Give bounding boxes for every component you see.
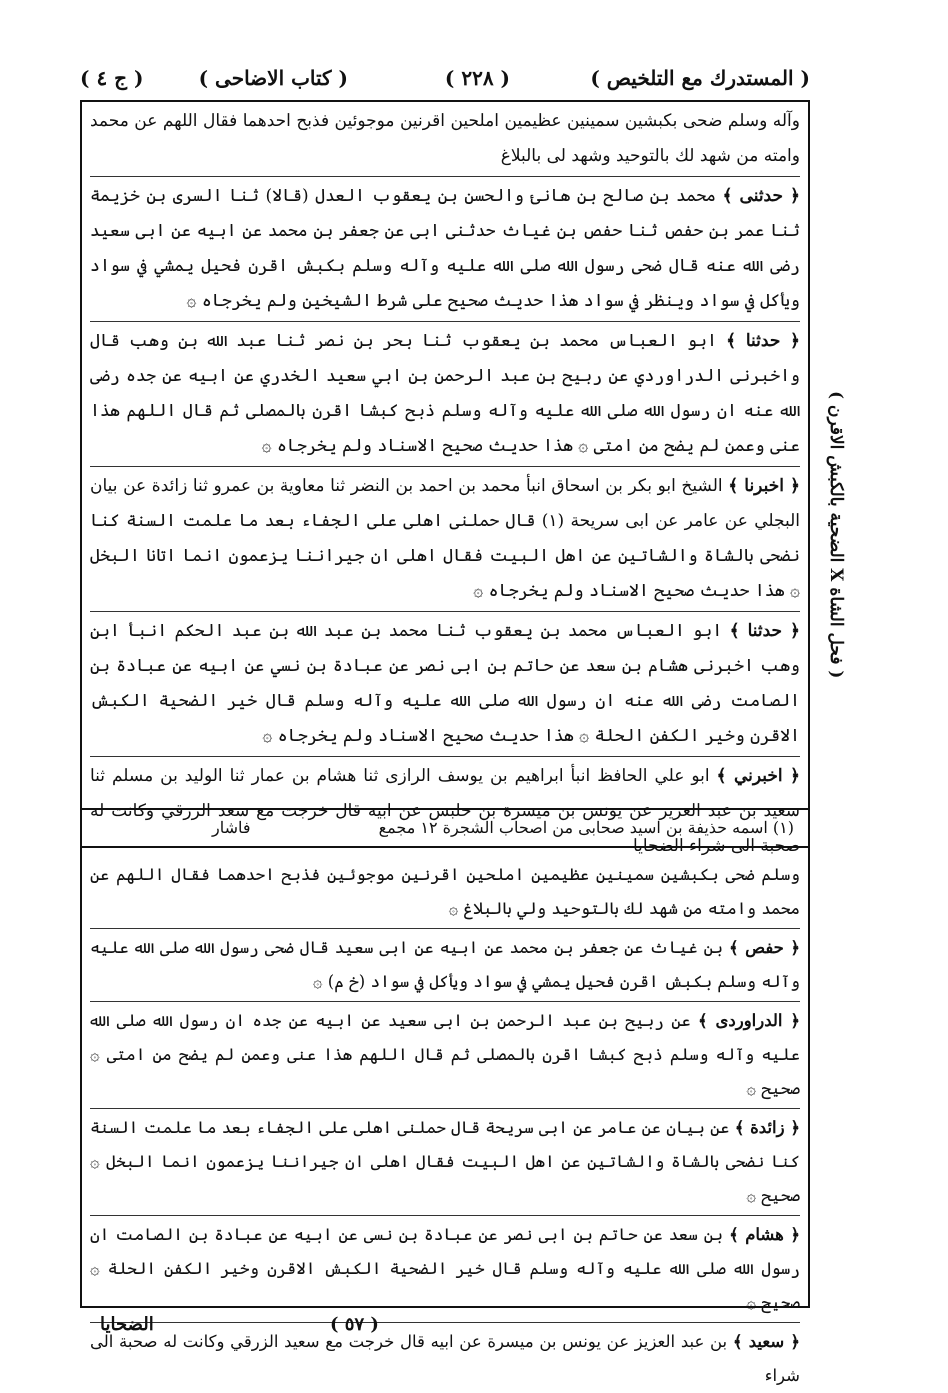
paragraph-text: بن سعد عن حاتم بن ابى نصر عن عبادة بن نسى عن ابيه عن عبادة بن الصامت ان رسول الله صلى الله عليه وآله وسلم قال خير الضحية الكبش الاقرن وخير الكفن الحلة ۞ صحيح ۞ — [90, 1225, 800, 1312]
paragraph — [90, 179, 800, 319]
paragraph-mark: ﴿ الدراوردى ﴾ — [697, 1011, 800, 1030]
paragraph-mark: ﴿ اخبرنا ﴾ — [728, 476, 800, 496]
paragraph — [90, 1218, 800, 1320]
page-header — [80, 58, 810, 98]
paragraph-mark: ﴿ اخبرني ﴾ — [716, 766, 801, 786]
paragraph-text: ابو العباس محمد بن يعقوب ثنا بحر بن نصر ثنا عبد الله بن وهب قال واخبرنى الدراوردي عن ربيح بن عبد الرحمن بن ابي سعيد الخدري عن ابيه عن جده رضى الله عنه ان رسول الله صلى الله عليه وآله وسلم ذبح كبشا اقرن بالمصلى ثم قال اللهم هذا عنى وعمن لم يضح من امتى ۞ هذا حديث صحيح الاسناد ولم يخرجاه ۞ — [90, 331, 800, 456]
paragraph-mark: ﴿ زائدة ﴾ — [734, 1118, 800, 1137]
divider — [90, 176, 800, 177]
divider — [90, 611, 800, 612]
paragraph — [90, 858, 800, 926]
divider — [90, 1001, 800, 1002]
paragraph-text: وآله وسلم ضحى بكبشين سمينين عظيمين املحين اقرنين موجوئين فذبح احدهما فقال اللهم عن محمد وامته من شهد لك بالتوحيد وشهد لى بالبلاغ — [90, 111, 800, 166]
divider — [90, 321, 800, 322]
paragraph — [90, 104, 800, 174]
footnote-text: (١) اسمه حذيفة بن اسيد صحابى من اصحاب الشجرة ١٢ مجمع — [378, 818, 794, 837]
paragraph-text: محمد بن صالح بن هانئ والحسن بن يعقوب العدل (قالا) ثنا السرى بن خزيمة ثنا عمر بن حفص ثنا حفص بن غياث حدثنى ابى عن جعفر بن محمد عن ابيه عن ابى سعيد رضى الله عنه قال ضحى رسول الله صلى الله عليه وآله وسلم بكبش اقرن فحيل يمشي في سواد ويأكل في سواد وينظر في سواد هذا حديث صحيح على شرط الشيخين ولم يخرجاه ۞ — [90, 186, 800, 311]
volume-label: ( ج ٤ ) — [80, 66, 144, 90]
paragraph-text: بن غياث عن جعفر بن محمد عن ابيه عن ابى سعيد قال ضحى رسول الله صلى الله عليه وآله وسلم بكبش اقرن فحيل يمشي في سواد ويأكل في سواد (خ م) ۞ — [90, 938, 800, 991]
footnote-bar — [82, 808, 808, 848]
paragraph-text: ابو علي الحافظ انبأ ابراهيم بن يوسف الرازى ثنا هشام بن عمار ثنا الوليد بن مسلم ثنا سعيد بن عبد العزيز عن يونس بن ميسرة بن حلبس عن ابيه قال خرجت مع سعد الزرقي وكانت له صحبة الى شراء الضحايا — [90, 766, 800, 856]
side-margin-title: ( الضحية بالكبش الاقرن X فحل الشاة ) — [826, 391, 846, 679]
chapter-title: ( كتاب الاضاحى ) — [198, 66, 348, 90]
paragraph-text: عن بيان عن عامر عن ابى سريحة قال حملنى اهلى على الجفاء بعد ما علمت السنة كنا نضحى بالشاة والشاتين عن اهل البيت فقال اهلى ان جيراننا يزعمون انما البخل ۞ صحيح ۞ — [90, 1118, 800, 1205]
divider — [90, 756, 800, 757]
divider — [90, 1215, 800, 1216]
divider — [90, 928, 800, 929]
book-title: ( المستدرك مع التلخيص ) — [590, 66, 810, 90]
paragraph — [90, 1111, 800, 1213]
catchword: الضحايا — [100, 1314, 154, 1335]
paragraph-mark: ﴿ حدثنى ﴾ — [722, 186, 800, 206]
divider — [90, 1108, 800, 1109]
paragraph — [90, 469, 800, 609]
divider — [90, 466, 800, 467]
footer-page-number: ( ٥٧ ) — [330, 1314, 379, 1335]
paragraph-mark: ﴿ حفص ﴾ — [728, 938, 800, 957]
paragraph-mark: ﴿ هشام ﴾ — [729, 1225, 800, 1244]
paragraph — [90, 931, 800, 999]
paragraph-mark: ﴿ سعيد ﴾ — [732, 1332, 801, 1351]
paragraph — [90, 1004, 800, 1106]
paragraph-text: الشيخ ابو بكر بن اسحاق انبأ محمد بن احمد بن النضر ثنا معاوية بن عمرو ثنا زائدة عن بيان البجلي عن عامر عن ابى سريحة (١) قال حملنى اهلى على الجفاء بعد ما علمت السنة كنا نضحى بالشاة والشاتين عن اهل البيت فقال اهلى ان جيراننا يزعمون انما اتانا البخل ۞ هذا حديث صحيح الاسناد ولم يخرجاه ۞ — [90, 476, 800, 601]
paragraph-text: وسلم ضحى بكبشين سمينين عظيمين املحين اقرنين موجوئين فذبح احدهما فقال اللهم عن محمد وامته من شهد لك بالتوحيد ولي بالبلاغ ۞ — [90, 865, 800, 918]
paragraph — [90, 324, 800, 464]
footnote-mark: فاشار — [212, 818, 251, 837]
page-footer — [80, 1312, 810, 1342]
paragraph-text: بن عبد العزيز عن يونس بن ميسرة عن ابيه قال خرجت مع سعيد الزرقي وكانت له صحبة الى شراء — [90, 1332, 800, 1385]
paragraph-text: عن ربيح بن عبد الرحمن بن ابى سعيد عن ابيه عن جده ان رسول الله صلى الله عليه وآله وسلم ذبح كبشا اقرن بالمصلى ثم قال اللهم هذا عنى وعمن لم يضح من امتى ۞ صحيح ۞ — [90, 1011, 800, 1098]
paragraph-text: ابو العباس محمد بن يعقوب ثنا محمد بن عبد الله بن عبد الحكم انبأ ابن وهب اخبرنى هشام بن سعد عن حاتم بن ابى نصر عن عبادة بن نسي عن ابيه عن عبادة بن الصامت رضى الله عنه ان رسول الله صلى الله عليه وآله وسلم قال خير الضحية الكبش الاقرن وخير الكفن الحلة ۞ هذا حديث صحيح الاسناد ولم يخرجاه ۞ — [90, 621, 800, 746]
paragraph-mark: ﴿ حدثنا ﴾ — [726, 331, 801, 351]
page-number: ( ٢٢٨ ) — [444, 66, 510, 90]
paragraph-mark: ﴿ حدثنا ﴾ — [729, 621, 800, 641]
paragraph — [90, 614, 800, 754]
